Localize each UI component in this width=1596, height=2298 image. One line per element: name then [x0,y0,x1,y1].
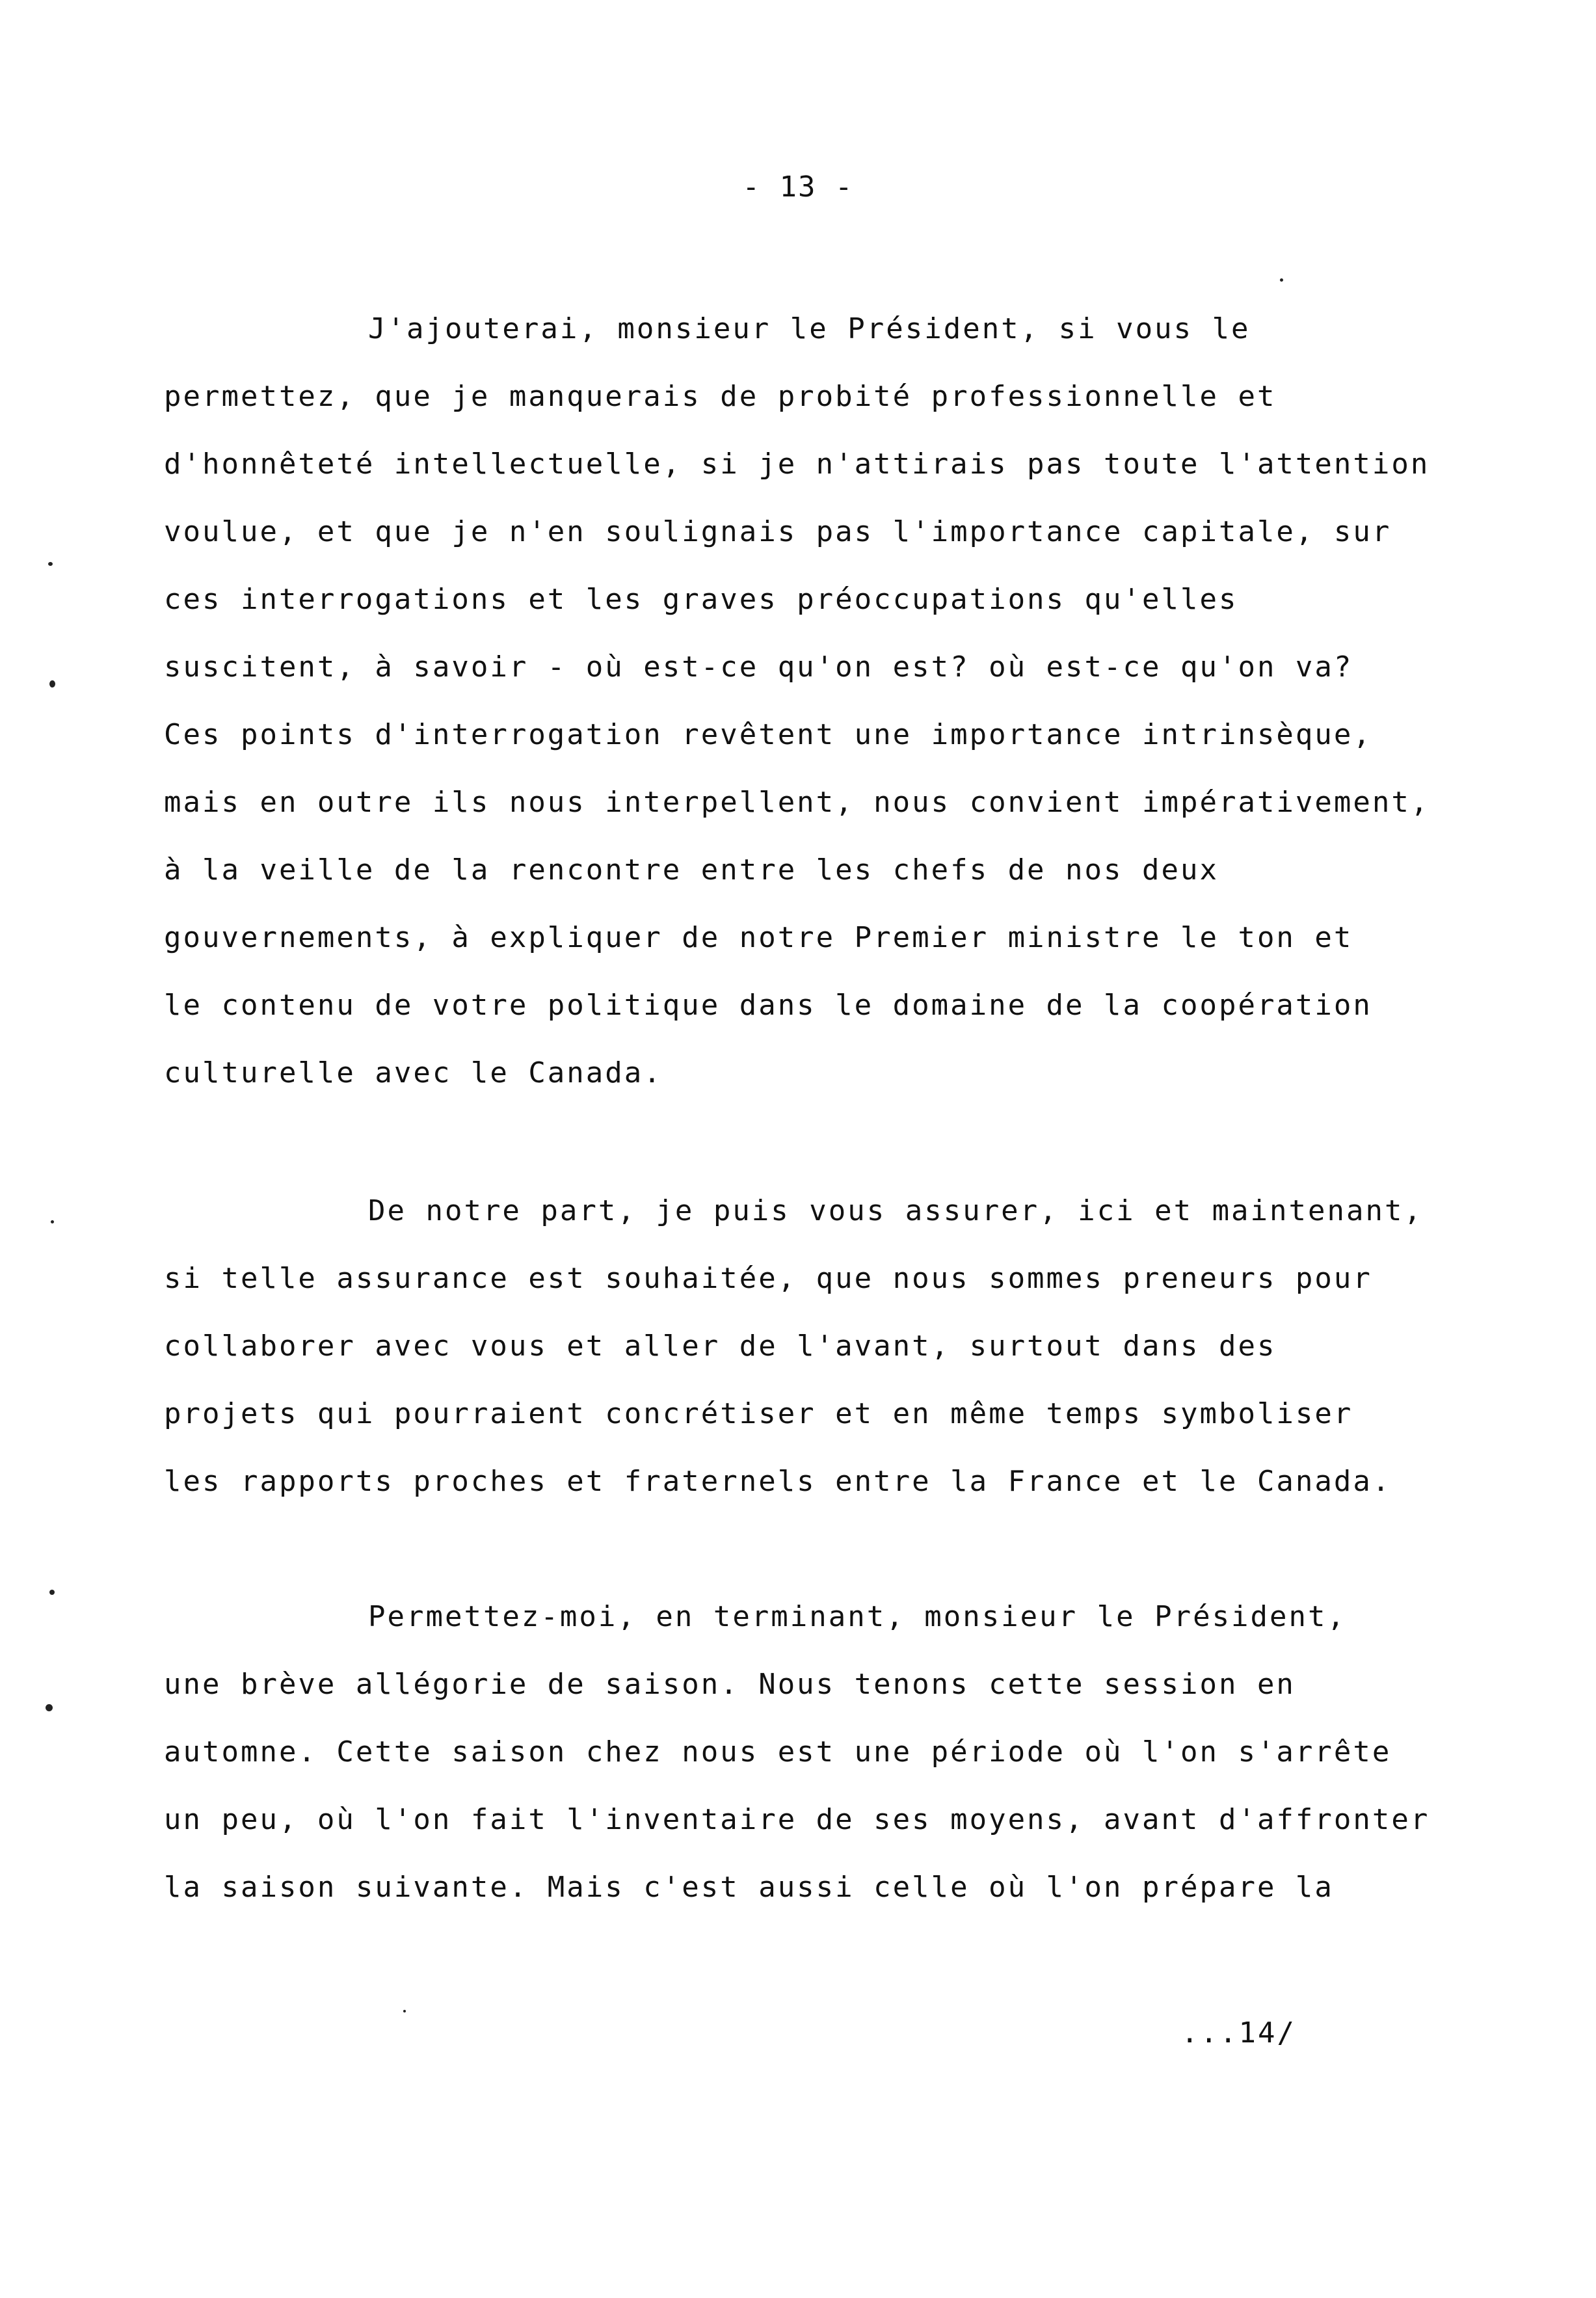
paragraph [164,1177,1523,1516]
paragraph [164,1583,1523,1921]
paragraph-line: permettez, que je manquerais de probité professionnelle et [164,380,1277,413]
paragraph-line: un peu, où l'on fait l'inventaire de ses moyens, avant d'affronter [164,1803,1430,1836]
paragraph-line: les rapports proches et fraternels entre la France et le Canada. [164,1465,1392,1498]
paragraph-line: mais en outre ils nous interpellent, nous convient impérativement, [164,786,1430,819]
scan-speck [49,680,55,688]
scan-speck [51,1220,54,1223]
paragraph-line: ces interrogations et les graves préoccupations qu'elles [164,583,1238,616]
paragraph-line: culturelle avec le Canada. [164,1056,663,1089]
scan-speck [403,2010,406,2012]
paragraph-line: la saison suivante. Mais c'est aussi celle où l'on prépare la [164,1871,1334,1904]
scan-speck [46,1704,53,1711]
scan-speck [49,1590,55,1595]
paragraph-line: J'ajouterai, monsieur le Président, si vous le [368,312,1251,345]
scan-speck [48,562,53,566]
paragraph-line: gouvernements, à expliquer de notre Premier ministre le ton et [164,921,1353,954]
page-number: - 13 - [742,170,854,204]
paragraph-line: voulue, et que je n'en soulignais pas l'importance capitale, sur [164,515,1392,548]
paragraph-line: une brève allégorie de saison. Nous tenons cette session en [164,1668,1296,1701]
paragraph-line: à la veille de la rencontre entre les chefs de nos deux [164,853,1219,887]
scan-speck [1280,278,1283,282]
paragraph-line: le contenu de votre politique dans le domaine de la coopération [164,989,1372,1022]
paragraph-line: d'honnêteté intellectuelle, si je n'attirais pas toute l'attention [164,448,1430,481]
paragraph-line: De notre part, je puis vous assurer, ici et maintenant, [368,1194,1423,1227]
paragraph-line: automne. Cette saison chez nous est une période où l'on s'arrête [164,1735,1392,1769]
paragraph-line: collaborer avec vous et aller de l'avant, surtout dans des [164,1329,1277,1363]
continuation-marker: ...14/ [1181,2016,1296,2050]
paragraph-line: suscitent, à savoir - où est-ce qu'on est? où est-ce qu'on va? [164,650,1353,684]
paragraph-line: Ces points d'interrogation revêtent une importance intrinsèque, [164,718,1372,751]
paragraph-line: si telle assurance est souhaitée, que nous sommes preneurs pour [164,1262,1372,1295]
paragraph [164,295,1523,1107]
paragraph-line: projets qui pourraient concrétiser et en même temps symboliser [164,1397,1353,1430]
paragraph-line: Permettez-moi, en terminant, monsieur le Président, [368,1600,1347,1633]
